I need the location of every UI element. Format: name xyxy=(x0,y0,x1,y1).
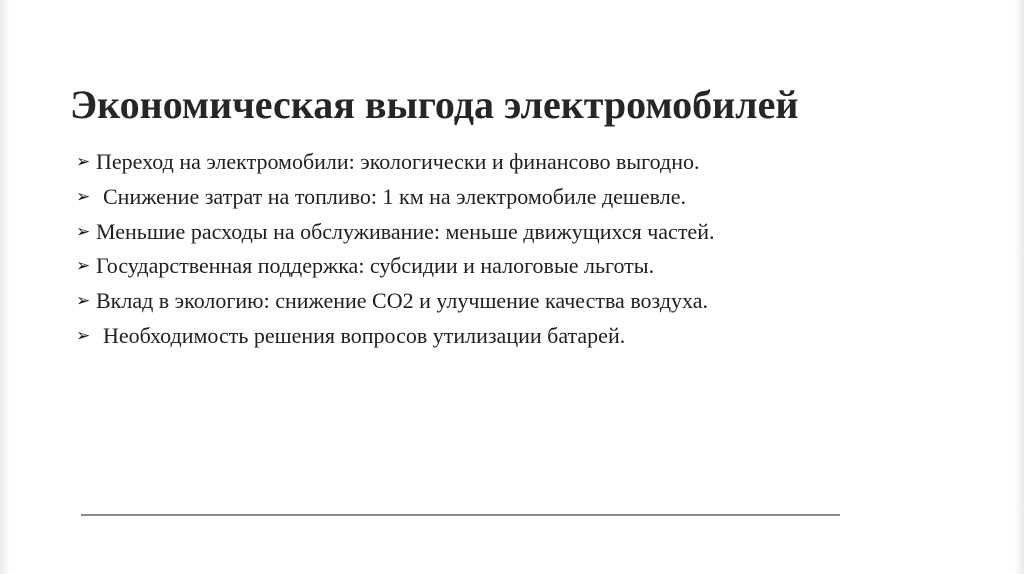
bullet-item xyxy=(76,145,714,180)
bullet-text: Снижение затрат на топливо: 1 км на электромобиле дешевле. xyxy=(103,184,686,210)
arrow-bullet-icon: ➢ xyxy=(76,187,91,208)
bullet-item xyxy=(76,214,714,249)
bullet-list xyxy=(76,145,714,353)
bullet-item xyxy=(76,180,714,215)
bullet-item xyxy=(76,318,714,353)
bullet-text: Государственная поддержка: субсидии и налоговые льготы. xyxy=(96,253,655,279)
arrow-bullet-icon: ➢ xyxy=(76,325,91,346)
slide-left-shadow xyxy=(0,0,10,574)
bullet-item xyxy=(76,249,714,284)
arrow-bullet-icon: ➢ xyxy=(76,152,91,173)
arrow-bullet-icon: ➢ xyxy=(76,291,91,312)
arrow-bullet-icon: ➢ xyxy=(76,256,91,277)
slide-right-shadow xyxy=(1014,0,1024,574)
footer-divider xyxy=(81,514,840,516)
bullet-text: Вклад в экологию: снижение CO2 и улучшение качества воздуха. xyxy=(96,288,709,314)
bullet-item xyxy=(76,284,714,319)
bullet-text: Необходимость решения вопросов утилизации батарей. xyxy=(103,322,626,348)
slide-title: Экономическая выгода электромобилей xyxy=(70,82,799,127)
bullet-text: Переход на электромобили: экологически и финансово выгодно. xyxy=(96,149,700,175)
arrow-bullet-icon: ➢ xyxy=(76,221,91,242)
bullet-text: Меньшие расходы на обслуживание: меньше движущихся частей. xyxy=(96,218,715,244)
